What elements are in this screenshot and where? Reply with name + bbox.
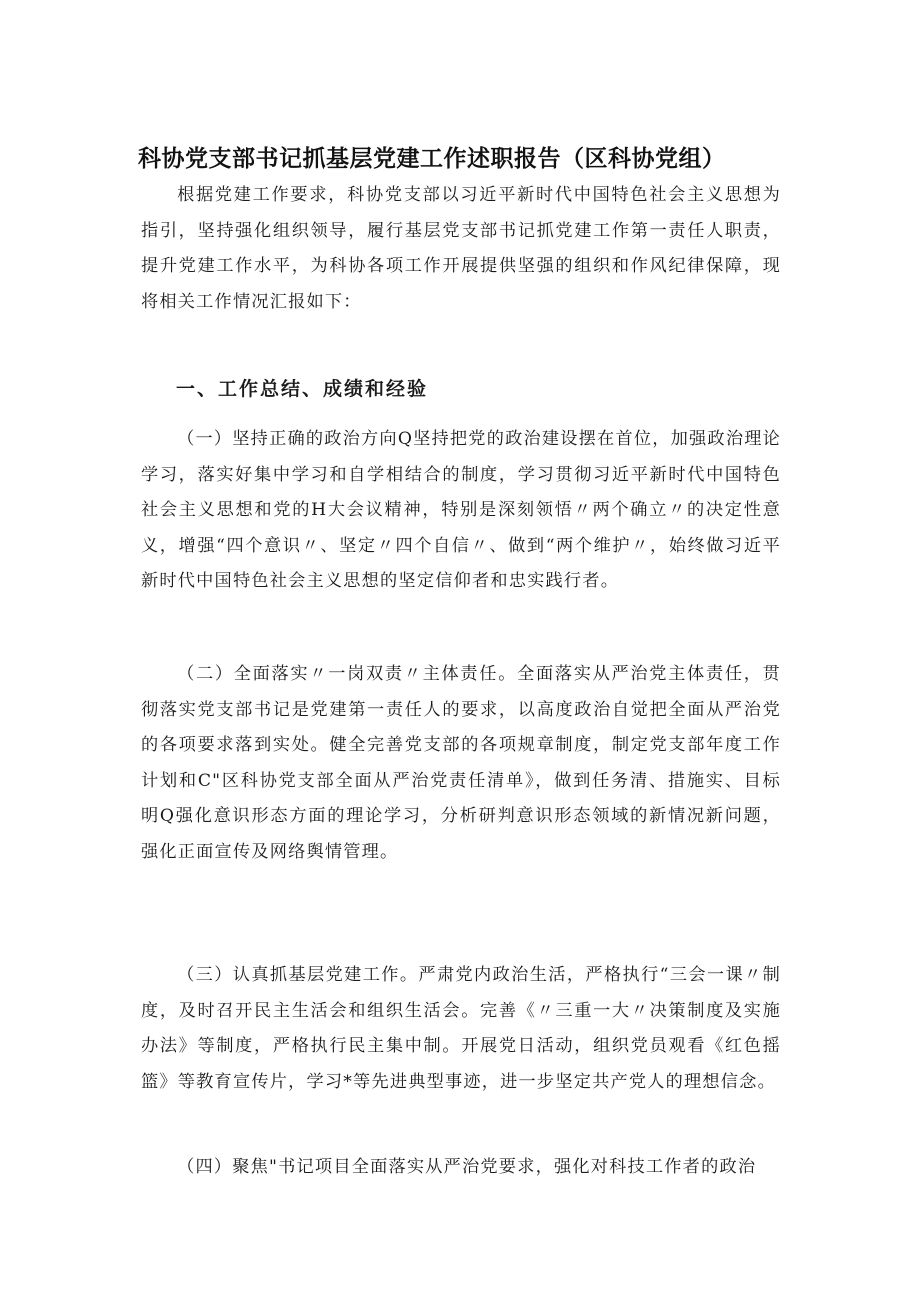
body-paragraph-1: （一）坚持正确的政治方向Q坚持把党的政治建设摆在首位，加强政治理论学习，落实好集中学习和自学相结合的制度，学习贯彻习近平新时代中国特色社会主义思想和党的H大会议精神，特别是深刻领悟〃两个确立〃的决定性意义，增强“四个意识〃、坚定〃四个自信〃、做到“两个维护〃，始终做习近平新时代中国特色社会主义思想的坚定信仰者和忠实践行者。 [141, 429, 781, 592]
body-paragraph-4: （四）聚焦"书记项目全面落实从严治党要求，强化对科技工作者的政治 [177, 1157, 757, 1177]
intro-paragraph: 根据党建工作要求，科协党支部以习近平新时代中国特色社会主义思想为指引，坚持强化组织领导，履行基层党支部书记抓党建工作第一责任人职责，提升党建工作水平，为科协各项工作开展提供坚强的组织和作风纪律保障，现将相关工作情况汇报如下： [141, 185, 781, 312]
body-paragraph-3: （三）认真抓基层党建工作。严肃党内政治生活，严格执行“三会一课〃制度，及时召开民主生活会和组织生活会。完善《〃三重一大〃决策制度及实施办法》等制度，严格执行民主集中制。开展党日活动，组织党员观看《红色摇篮》等教育宣传片，学习*等先进典型事迹，进一步坚定共产党人的理想信念。 [141, 965, 781, 1092]
document-title: 科协党支部书记抓基层党建工作述职报告（区科协党组） [138, 146, 726, 173]
body-paragraph-2: （二）全面落实〃一岗双责〃主体责任。全面落实从严治党主体责任，贯彻落实党支部书记是党建第一责任人的要求，以高度政治自觉把全面从严治党的各项要求落到实处。健全完善党支部的各项规章制度，制定党支部年度工作计划和C"区科协党支部全面从严治党责任清单》，做到任务清、措施实、目标明Q强化意识形态方面的理论学习，分析研判意识形态领域的新情况新问题，强化正面宣传及网络舆情管理。 [141, 664, 781, 862]
section-heading: 一、工作总结、成绩和经验 [176, 378, 429, 400]
